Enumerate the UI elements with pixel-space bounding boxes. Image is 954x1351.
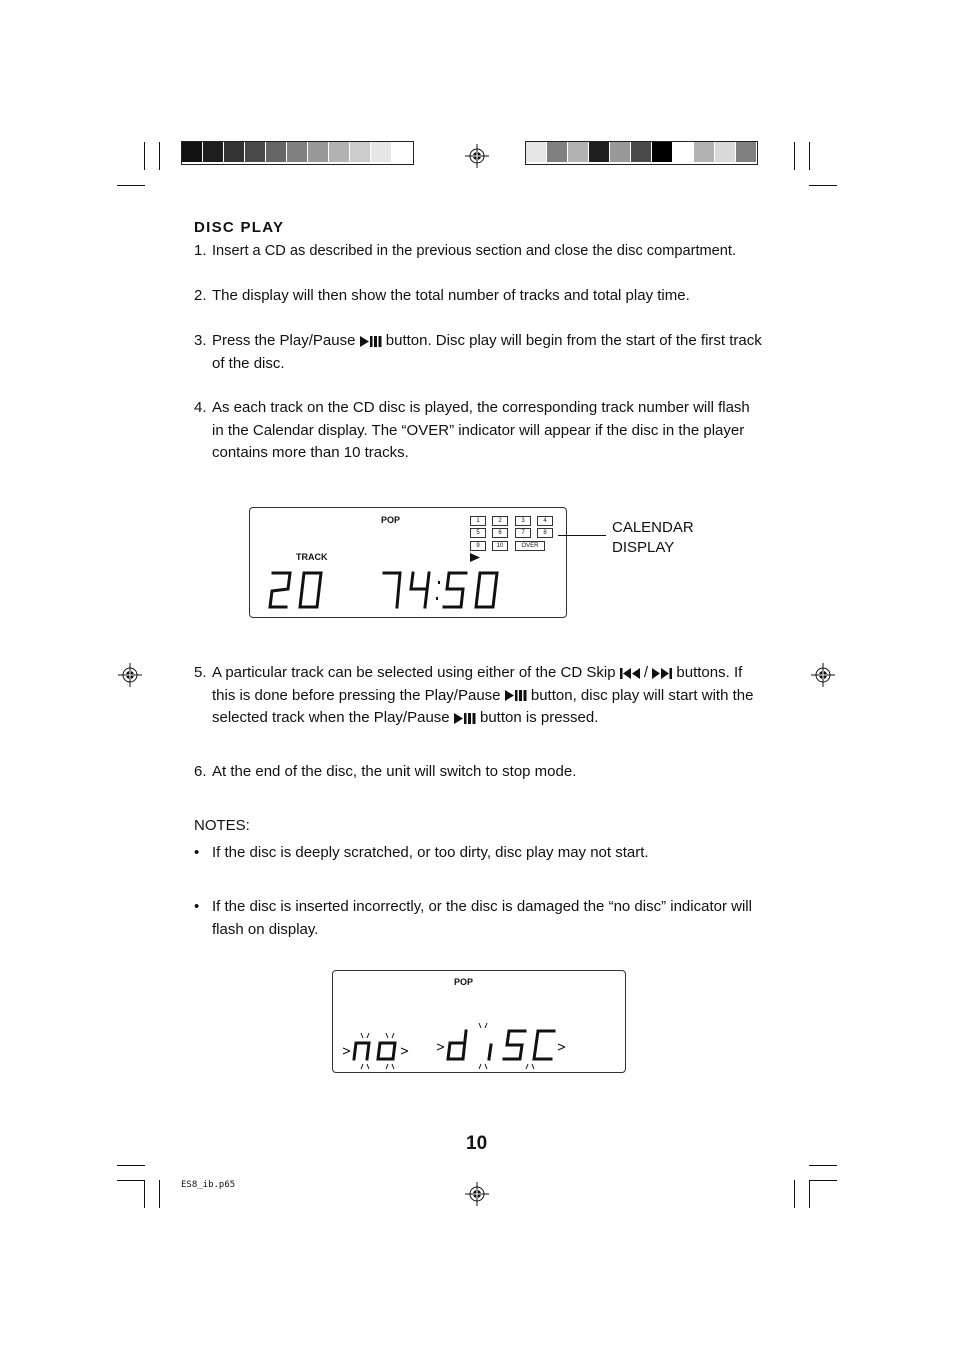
registration-mark-icon bbox=[465, 1182, 489, 1206]
color-swatch bbox=[631, 142, 652, 162]
step-text-part: button, disc play will start with the selected track when the Play/Pause bbox=[212, 686, 754, 726]
play-indicator-icon bbox=[470, 553, 480, 562]
step-text-sep: / bbox=[643, 664, 649, 681]
callout-line-1: CALENDAR bbox=[612, 519, 694, 536]
track-label: TRACK bbox=[296, 552, 328, 562]
calendar-cell: 2 bbox=[492, 516, 508, 526]
step-number: 5. bbox=[194, 664, 207, 681]
color-swatch bbox=[589, 142, 610, 162]
step-text: At the end of the disc, the unit will switch to stop mode. bbox=[212, 763, 577, 780]
calendar-cell-over: OVER bbox=[515, 541, 545, 551]
registration-mark-icon bbox=[465, 144, 489, 168]
no-disc-flashing-digits bbox=[341, 1021, 571, 1071]
calendar-display-callout bbox=[612, 518, 694, 557]
step-6 bbox=[194, 761, 764, 784]
calendar-cell: 3 bbox=[515, 516, 531, 526]
play-pause-icon bbox=[505, 690, 527, 701]
registration-mark-icon bbox=[118, 663, 142, 687]
note-2 bbox=[194, 896, 764, 941]
color-swatch bbox=[392, 142, 413, 162]
color-swatch bbox=[526, 142, 547, 162]
calendar-cell: 4 bbox=[537, 516, 553, 526]
calendar-cell: 6 bbox=[492, 528, 508, 538]
step-2 bbox=[194, 285, 764, 308]
no-disc-message bbox=[333, 971, 334, 972]
note-text: If the disc is inserted incorrectly, or the disc is damaged the “no disc” indicator will flash on display. bbox=[212, 898, 752, 938]
step-text-part: buttons. If this is done before pressing the Play/Pause bbox=[212, 664, 743, 704]
color-swatch bbox=[547, 142, 568, 162]
step-text bbox=[212, 330, 764, 375]
color-swatch bbox=[182, 142, 203, 162]
track-number-digits bbox=[268, 570, 328, 610]
color-swatch bbox=[266, 142, 287, 162]
step-text-part: button is pressed. bbox=[479, 709, 599, 726]
lcd-display-no-disc bbox=[332, 970, 626, 1073]
color-swatch bbox=[350, 142, 371, 162]
step-text: The display will then show the total number of tracks and total play time. bbox=[212, 287, 690, 304]
page-number: 10 bbox=[466, 1133, 488, 1154]
calendar-cell: 9 bbox=[470, 541, 486, 551]
pop-label: POP bbox=[454, 977, 474, 987]
footer-file-name: ES8_ib.p65 bbox=[181, 1180, 236, 1190]
callout-line-2: DISPLAY bbox=[612, 538, 675, 556]
calendar-cell: 1 bbox=[470, 516, 486, 526]
color-swatch bbox=[371, 142, 392, 162]
calendar-cell: 10 bbox=[492, 541, 508, 551]
color-swatch bbox=[694, 142, 715, 162]
step-text-part: button. Disc play will begin from the start of the first track of the disc. bbox=[212, 332, 762, 372]
callout-line bbox=[558, 535, 606, 536]
note-bullet: • bbox=[194, 844, 200, 861]
color-swatch bbox=[287, 142, 308, 162]
step-text-part: Press the Play/Pause bbox=[212, 332, 356, 349]
color-swatch bbox=[329, 142, 350, 162]
color-swatch bbox=[203, 142, 224, 162]
color-swatch bbox=[610, 142, 631, 162]
note-text: If the disc is deeply scratched, or too dirty, disc play may not start. bbox=[212, 844, 649, 861]
note-bullet: • bbox=[194, 898, 200, 915]
section-title: DISC PLAY bbox=[194, 219, 285, 236]
color-swatch bbox=[308, 142, 329, 162]
step-number: 6. bbox=[194, 763, 207, 780]
color-swatch bbox=[568, 142, 589, 162]
notes-title: NOTES: bbox=[194, 817, 250, 834]
step-number: 4. bbox=[194, 399, 207, 416]
step-1 bbox=[194, 240, 764, 263]
play-pause-icon bbox=[360, 336, 382, 347]
step-text: Insert a CD as described in the previous section and close the disc compartment. bbox=[212, 243, 737, 259]
registration-mark-icon bbox=[811, 663, 835, 687]
step-text: As each track on the CD disc is played, the corresponding track number will flash in the Calendar display. The “OVER” indicator will appear if the disc in the player contains more than 10 tracks. bbox=[212, 399, 750, 461]
step-4 bbox=[194, 397, 764, 465]
step-number: 3. bbox=[194, 332, 207, 349]
color-swatch bbox=[224, 142, 245, 162]
skip-back-icon bbox=[620, 668, 640, 679]
color-swatch bbox=[245, 142, 266, 162]
color-swatch bbox=[736, 142, 757, 162]
calendar-cell: 7 bbox=[515, 528, 531, 538]
color-swatch-bar-right bbox=[525, 141, 758, 165]
calendar-cell: 5 bbox=[470, 528, 486, 538]
play-pause-icon bbox=[454, 713, 476, 724]
step-number: 1. bbox=[194, 242, 207, 259]
color-swatch bbox=[673, 142, 694, 162]
step-text bbox=[212, 662, 764, 730]
note-1 bbox=[194, 842, 764, 865]
color-swatch bbox=[715, 142, 736, 162]
calendar-cell: 8 bbox=[537, 528, 553, 538]
step-3 bbox=[194, 330, 764, 375]
play-time-digits bbox=[380, 570, 505, 610]
step-text-part: A particular track can be selected using either of the CD Skip bbox=[212, 664, 616, 681]
step-5 bbox=[194, 662, 764, 730]
color-swatch-bar-left bbox=[181, 141, 414, 165]
lcd-display-track-time bbox=[249, 507, 567, 618]
skip-forward-icon bbox=[652, 668, 672, 679]
pop-label: POP bbox=[381, 515, 401, 525]
color-swatch bbox=[652, 142, 673, 162]
step-number: 2. bbox=[194, 287, 207, 304]
